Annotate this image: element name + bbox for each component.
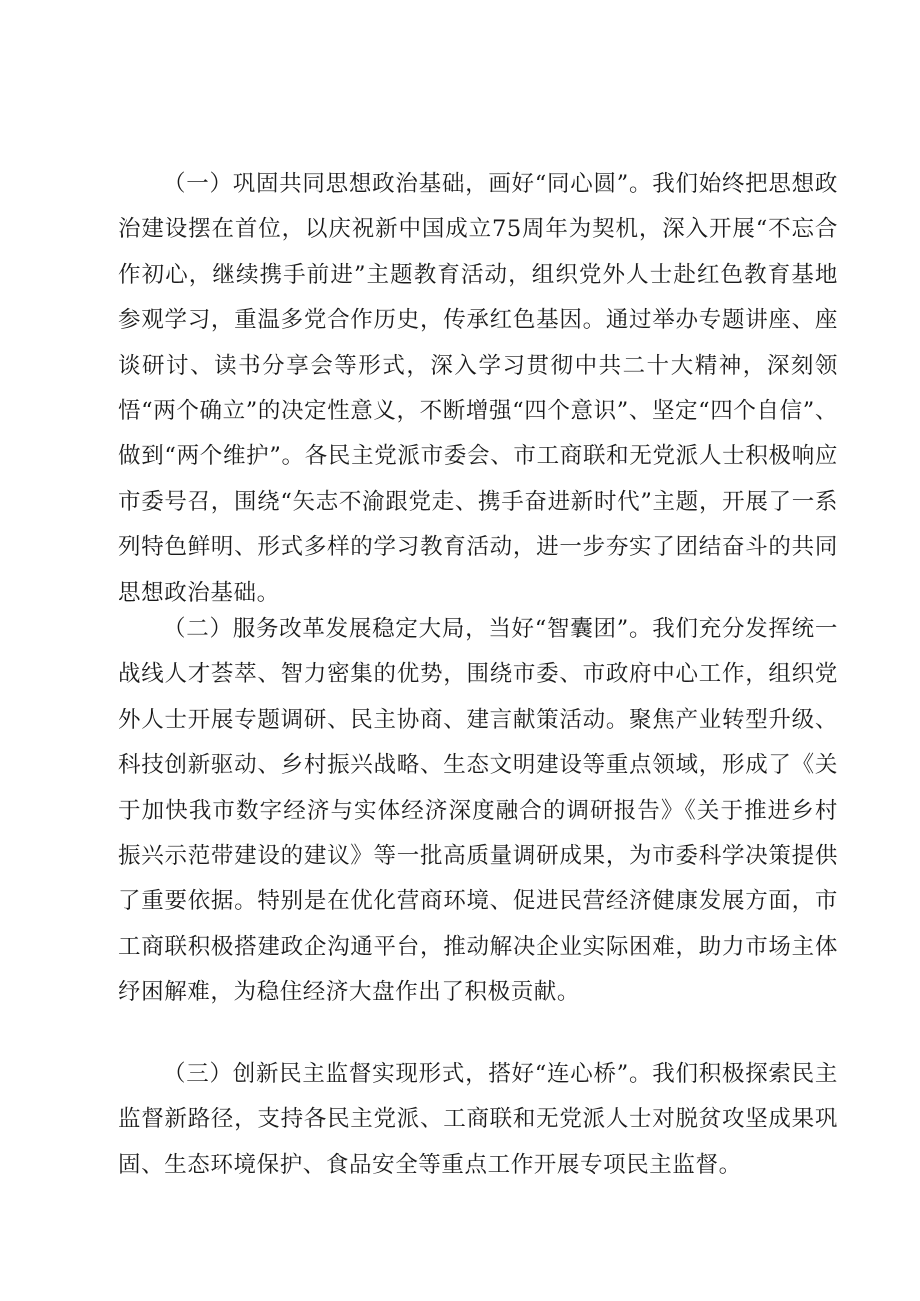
paragraph-1: （一）巩固共同思想政治基础，画好“同心圆”。我们始终把思想政治建设摆在首位，以庆祝新中国成立75周年为契机，深入开展“不忘合作初心，继续携手前进”主题教育活动，组织党外人士赴红色教育基地参观学习，重温多党合作历史，传承红色基因。通过举办专题讲座、座谈研讨、读书分享会等形式，深入学习贯彻中共二十大精神，深刻领悟“两个确立”的决定性意义，不断增强“四个意识”、坚定“四个自信”、做到“两个维护”。各民主党派市委会、市工商联和无党派人士积极响应市委号召，围绕“矢志不渝跟党走、携手奋进新时代”主题，开展了一系列特色鲜明、形式多样的学习教育活动，进一步夯实了团结奋斗的共同思想政治基础。 [118, 171, 838, 606]
paragraph-3: （三）创新民主监督实现形式，搭好“连心桥”。我们积极探索民主监督新路径，支持各民主党派、工商联和无党派人士对脱贫攻坚成果巩固、生态环境保护、食品安全等重点工作开展专项民主监督。 [118, 1061, 838, 1178]
paragraph-2: （二）服务改革发展稳定大局，当好“智囊团”。我们充分发挥统一战线人才荟萃、智力密集的优势，围绕市委、市政府中心工作，组织党外人士开展专题调研、民主协商、建言献策活动。聚焦产业转型升级、科技创新驱动、乡村振兴战略、生态文明建设等重点领域，形成了《关于加快我市数字经济与实体经济深度融合的调研报告》《关于推进乡村振兴示范带建设的建议》等一批高质量调研成果，为市委科学决策提供了重要依据。特别是在优化营商环境、促进民营经济健康发展方面，市工商联积极搭建政企沟通平台，推动解决企业实际困难，助力市场主体纾困解难，为稳住经济大盘作出了积极贡献。 [118, 616, 838, 1006]
